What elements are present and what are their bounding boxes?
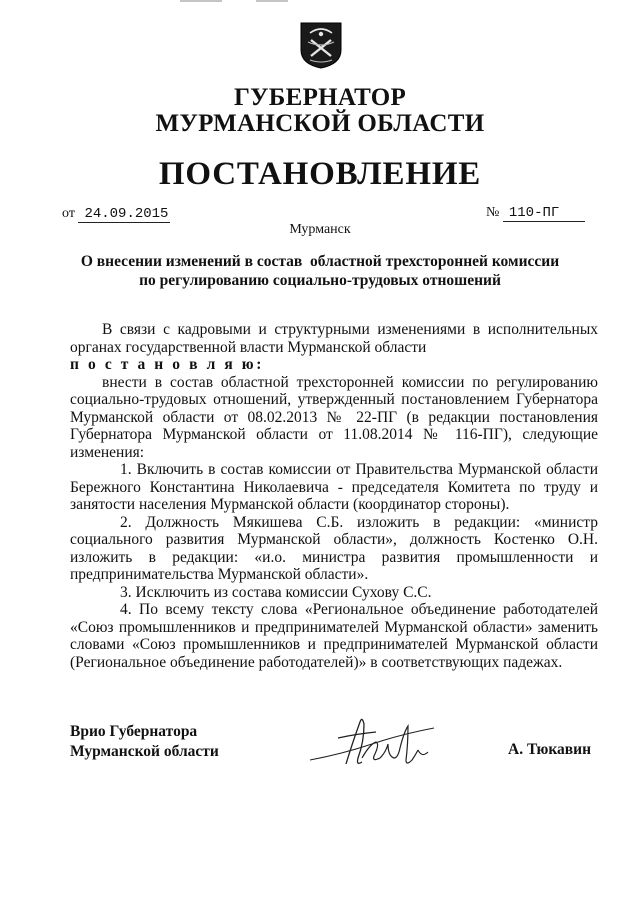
position-line-1: Врио Губернатора [70, 723, 198, 740]
authority-line-1: ГУБЕРНАТОР [233, 84, 407, 111]
number-prefix: № [486, 205, 500, 220]
subject-line-2: по регулированию социально-трудовых отношений [139, 272, 501, 289]
date-prefix: от [62, 206, 75, 221]
list-item: 3. Исключить из состава комиссии Сухову С.С. [120, 583, 432, 601]
document-type: ПОСТАНОВЛЕНИЕ [158, 156, 482, 192]
city: Мурманск [289, 222, 351, 237]
document-body [70, 321, 598, 671]
signatory-position [70, 722, 219, 762]
document-date [62, 206, 170, 222]
coat-of-arms-icon [298, 20, 344, 70]
date-value: 24.09.2015 [78, 206, 170, 223]
decree-colon: : [256, 356, 262, 373]
authority-line-2: МУРМАНСКОЙ ОБЛАСТИ [155, 110, 485, 137]
decree-line [70, 356, 598, 374]
document-number [486, 205, 585, 221]
intro-text: В связи с кадровыми и структурными изменениями в исполнительных органах государственной власти Мурманской области [70, 321, 598, 356]
subject-line-1: О внесении изменений в состав областной трехсторонней комиссии [80, 253, 560, 270]
position-line-2: Мурманской области [70, 743, 219, 760]
decree-word: п о с т а н о в л я ю [70, 356, 257, 373]
scan-marks [180, 0, 290, 4]
list-item: 2. Должность Мякишева С.Б. изложить в редакции: «министр социального развития Мурманской области», должность Костенко О.Н. изложить в редакции: «и.о. министра развития промышленности и предпринимательства Мурманской области». [70, 513, 598, 583]
list-item: 1. Включить в состав комиссии от Правительства Мурманской области Бережного Константина Николаевича - председателя Комитета по труду и занятости населения Мурманской области (координатор стороны). [70, 461, 598, 513]
number-value: 110-ПГ [503, 205, 585, 222]
signatory-name: А. Тюкавин [508, 741, 592, 758]
body-preamble: внести в состав областной трехсторонней комиссии по регулированию социально-трудовых отношений, утвержденный постановлением Губернатора Мурманской области от 08.02.2013 № 22-ПГ (в редакции постановления Губернатора Мурманской области от 11.08.2014 № 116-ПГ), следующие изменения: [70, 373, 598, 461]
document-subject [0, 252, 640, 290]
handwritten-signature [302, 708, 452, 778]
body-intro [70, 321, 598, 356]
list-item: 4. По всему тексту слова «Региональное объединение работодателей «Союз промышленников и предпринимателей Мурманской области» заменить словами «Союз промышленников и предпринимателей Мурманской области (Региональное объединение работодателей)» в соответствующих падежах. [70, 601, 598, 671]
